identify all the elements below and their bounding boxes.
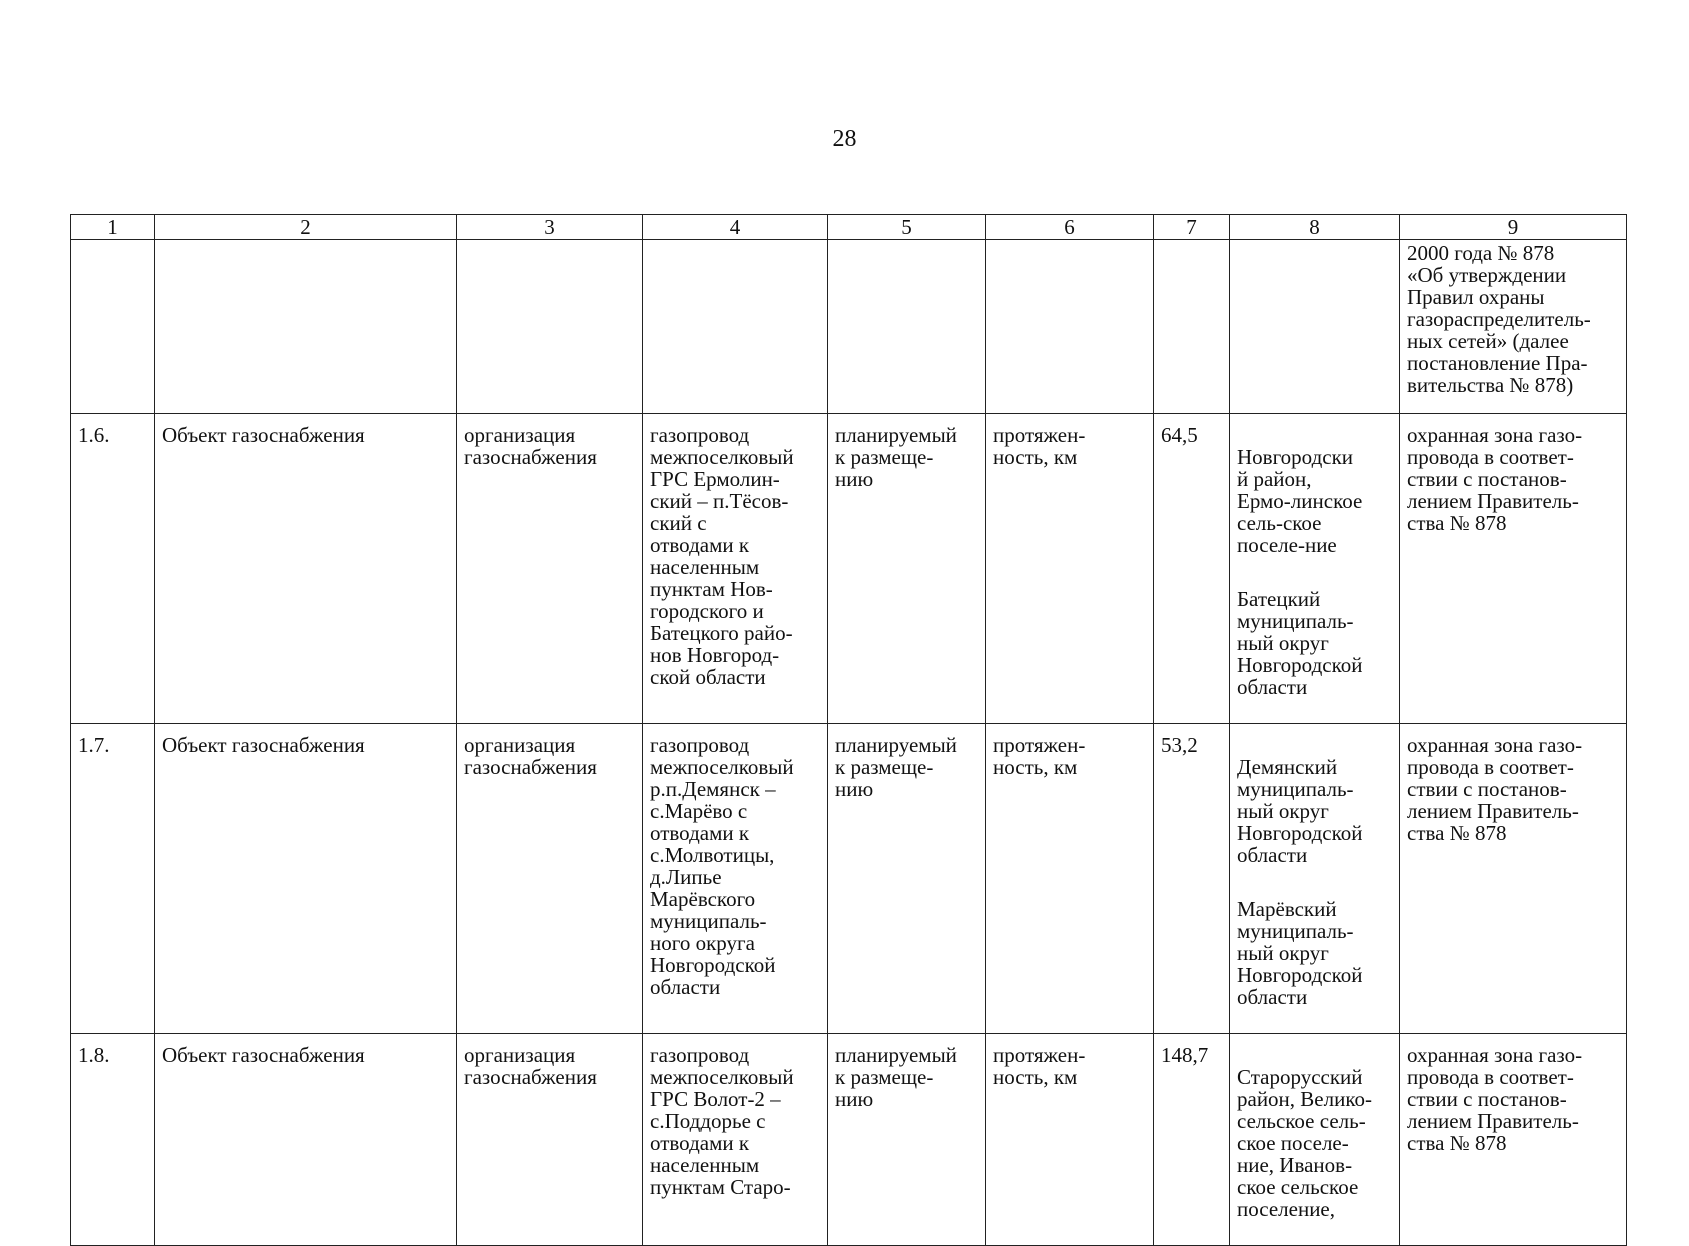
row-number: 1.7. — [71, 724, 155, 1034]
object-description: газопровод межпоселковый р.п.Демянск – с.Марёво с отводами к с.Молвотицы, д.Липье Марёвского муниципаль- ного округа Новгородской области — [643, 724, 828, 1034]
table-row — [71, 724, 1627, 1034]
page-number: 28 — [832, 126, 857, 152]
header-col-7: 7 — [1154, 215, 1230, 240]
cell-empty — [155, 240, 457, 414]
measure-unit: протяжен- ность, км — [986, 724, 1154, 1034]
measure-unit: протяжен- ность, км — [986, 1034, 1154, 1246]
header-col-9: 9 — [1400, 215, 1627, 240]
cell-empty — [986, 240, 1154, 414]
location-cell — [1230, 1034, 1400, 1246]
header-col-1: 1 — [71, 215, 155, 240]
location-entry: Батецкий муниципаль- ный округ Новгородской области — [1237, 587, 1363, 699]
location-cell — [1230, 414, 1400, 724]
table-row — [71, 414, 1627, 724]
organization: организация газоснабжения — [457, 414, 643, 724]
continuation-text: 2000 года № 878 «Об утверждении Правил охраны газораспределитель- ных сетей» (далее постановление Пра- вительства № 878) — [1400, 240, 1627, 414]
measure-value: 148,7 — [1154, 1034, 1230, 1246]
object-name: Объект газоснабжения — [155, 724, 457, 1034]
protection-zone: охранная зона газо- провода в соответ- ствии с постанов- лением Правитель- ства № 878 — [1400, 1034, 1627, 1246]
organization: организация газоснабжения — [457, 724, 643, 1034]
protection-zone: охранная зона газо- провода в соответ- ствии с постанов- лением Правитель- ства № 878 — [1400, 724, 1627, 1034]
header-col-8: 8 — [1230, 215, 1400, 240]
table-body — [71, 240, 1627, 1246]
measure-unit: протяжен- ность, км — [986, 414, 1154, 724]
row-number: 1.6. — [71, 414, 155, 724]
header-row — [71, 215, 1627, 240]
header-col-2: 2 — [155, 215, 457, 240]
location-cell — [1230, 724, 1400, 1034]
cell-empty — [643, 240, 828, 414]
object-status: планируемый к размеще- нию — [828, 414, 986, 724]
location-entry: Марёвский муниципаль- ный округ Новгородской области — [1237, 897, 1363, 1009]
row-number: 1.8. — [71, 1034, 155, 1246]
header-col-4: 4 — [643, 215, 828, 240]
continuation-row — [71, 240, 1627, 414]
cell-empty — [828, 240, 986, 414]
object-description: газопровод межпоселковый ГРС Ермолин- ский – п.Тёсов- ский с отводами к населенным пунктам Нов- городского и Батецкого райо- нов Новгород- ской области — [643, 414, 828, 724]
measure-value: 53,2 — [1154, 724, 1230, 1034]
object-description: газопровод межпоселковый ГРС Волот-2 – с.Поддорье с отводами к населенным пунктам Старо- — [643, 1034, 828, 1246]
object-name: Объект газоснабжения — [155, 414, 457, 724]
table-row — [71, 1034, 1627, 1246]
cell-empty — [1230, 240, 1400, 414]
protection-zone: охранная зона газо- провода в соответ- ствии с постанов- лением Правитель- ства № 878 — [1400, 414, 1627, 724]
object-status: планируемый к размеще- нию — [828, 1034, 986, 1246]
header-col-6: 6 — [986, 215, 1154, 240]
document-table — [70, 214, 1627, 1246]
object-status: планируемый к размеще- нию — [828, 724, 986, 1034]
measure-value: 64,5 — [1154, 414, 1230, 724]
cell-empty — [1154, 240, 1230, 414]
cell-empty — [71, 240, 155, 414]
location-entry: Старорусский район, Велико- сельское сель- ское поселе- ние, Иванов- ское сельское поселение, — [1237, 1065, 1372, 1221]
organization: организация газоснабжения — [457, 1034, 643, 1246]
cell-empty — [457, 240, 643, 414]
object-name: Объект газоснабжения — [155, 1034, 457, 1246]
table-header — [71, 215, 1627, 240]
location-entry: Демянский муниципаль- ный округ Новгородской области — [1237, 755, 1363, 867]
header-col-3: 3 — [457, 215, 643, 240]
location-entry: Новгородски й район, Ермо-линское сель-ское поселе-ние — [1237, 445, 1363, 557]
header-col-5: 5 — [828, 215, 986, 240]
